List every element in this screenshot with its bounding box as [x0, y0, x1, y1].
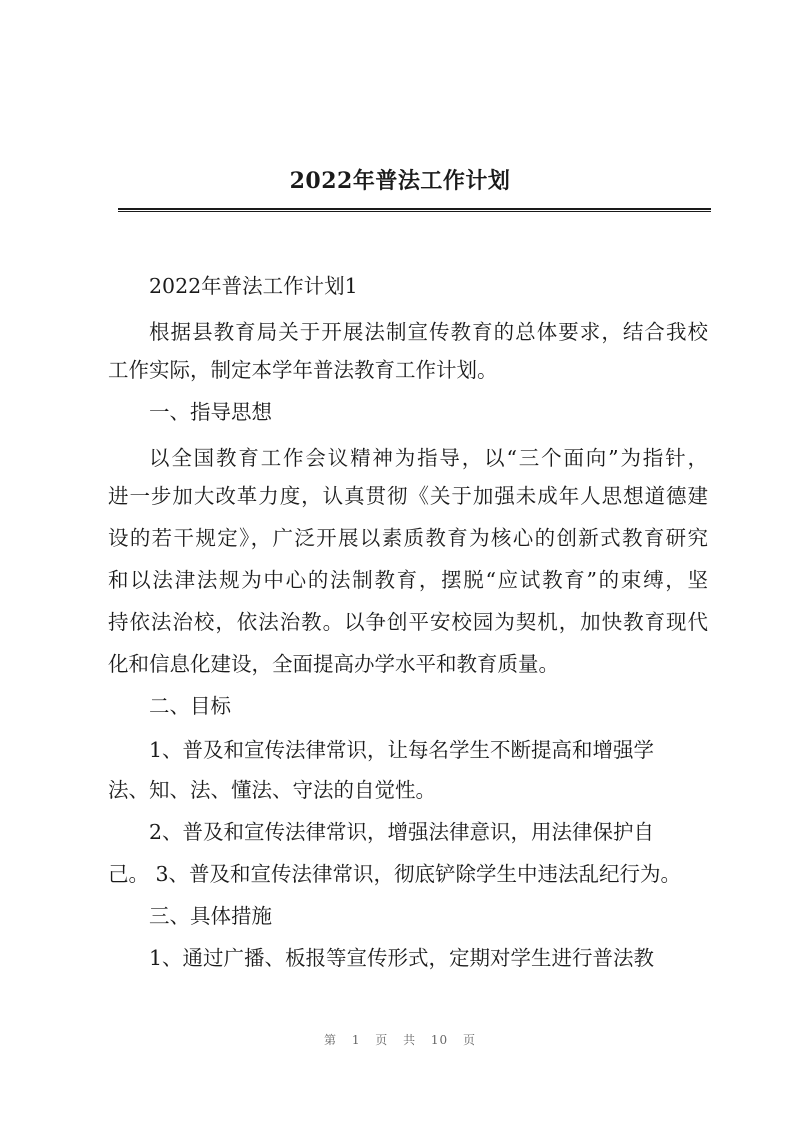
paragraph-line: 化和信息化建设，全面提高办学水平和教育质量。: [108, 652, 559, 676]
paragraph-line: 工作实际，制定本学年普法教育工作计划。: [108, 358, 498, 382]
paragraph-line: 1、通过广播、板报等宣传形式，定期对学生进行普法教: [149, 946, 655, 970]
paragraph-line: 设的若干规定》，广泛开展以素质教育为核心的创新式教育研究: [108, 526, 708, 550]
page-number: 第 1 页 共 10 页: [324, 1033, 476, 1047]
section-heading: 一、指导思想: [149, 400, 272, 424]
section-heading: 2022年普法工作计划1: [149, 274, 358, 298]
paragraph-line: 己。 3、普及和宣传法律常识，彻底铲除学生中违法乱纪行为。: [108, 862, 682, 886]
paragraph-line: 和以法津法规为中心的法制教育，摆脱“应试教育”的束缚，坚: [108, 568, 708, 592]
paragraph-line: 根据县教育局关于开展法制宣传教育的总体要求，结合我校: [149, 320, 708, 344]
paragraph-line: 持依法治校，依法治教。以争创平安校园为契机，加快教育现代: [108, 610, 708, 634]
paragraph-line: 2、普及和宣传法律常识，增强法律意识，用法律保护自: [149, 820, 655, 844]
section-heading: 二、目标: [149, 694, 231, 718]
paragraph-line: 以全国教育工作会议精神为指导，以“三个面向”为指针，: [149, 446, 708, 470]
title-divider: [118, 208, 711, 212]
paragraph-line: 进一步加大改革力度，认真贯彻《关于加强未成年人思想道德建: [108, 484, 708, 508]
document-title: 2022年普法工作计划: [289, 168, 511, 194]
paragraph-line: 法、知、法、懂法、守法的自觉性。: [108, 778, 436, 802]
section-heading: 三、具体措施: [149, 904, 272, 928]
paragraph-line: 1、普及和宣传法律常识，让每名学生不断提高和增强学: [149, 738, 655, 762]
